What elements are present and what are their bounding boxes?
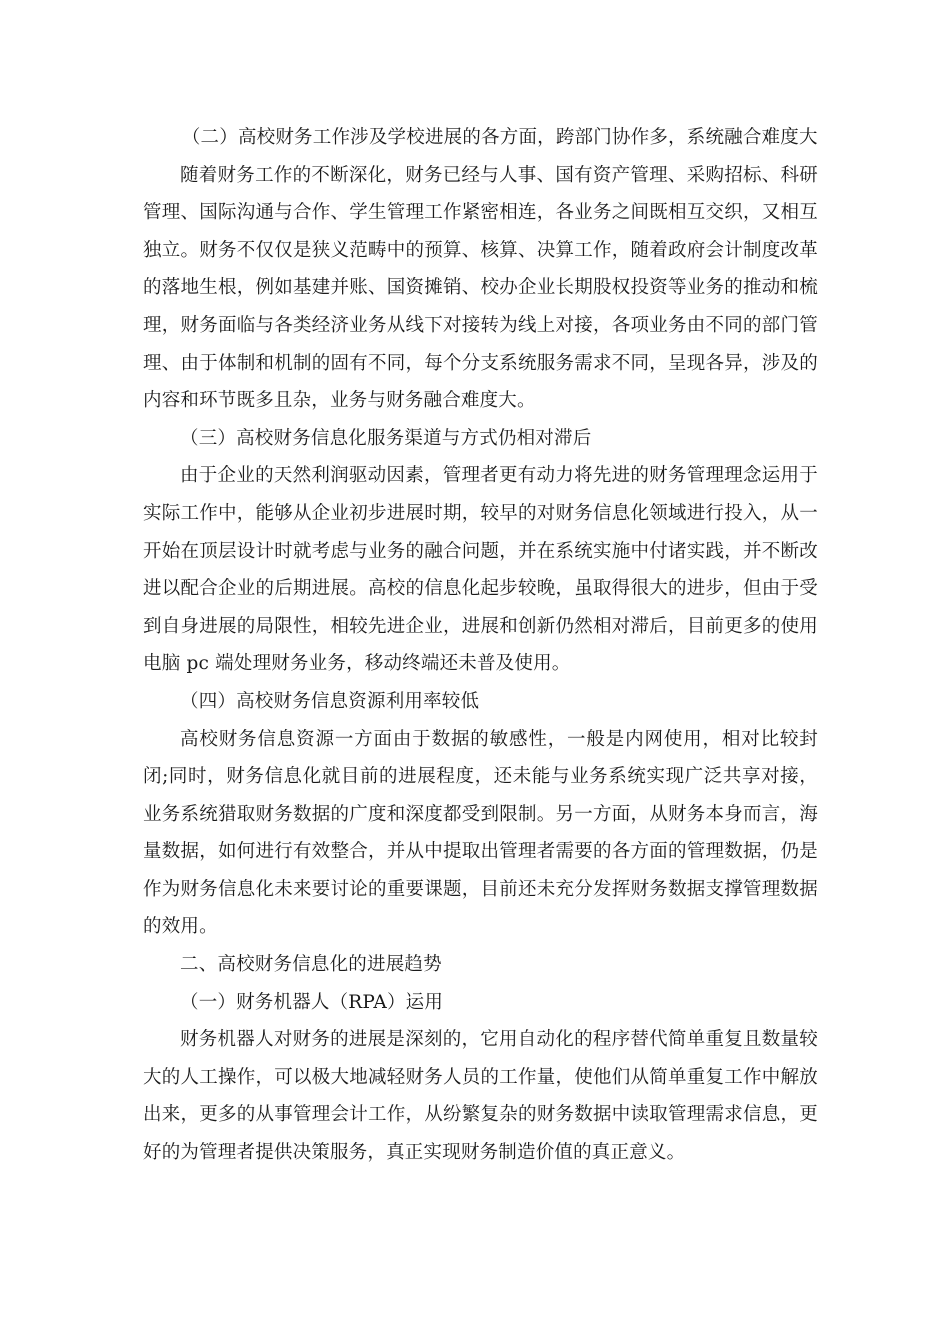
chapter-heading-2: 二、高校财务信息化的进展趋势: [180, 954, 442, 976]
section-heading-4: （四）高校财务信息资源利用率较低: [180, 690, 480, 712]
body-paragraph-3: 高校财务信息资源一方面由于数据的敏感性，一般是内网使用，相对比较封闭;同时，财务信息化就目前的进展程度，还未能与业务系统实现广泛共享对接，业务系统猎取财务数据的广度和深度都受到限制。另一方面，从财务本身而言，海量数据，如何进行有效整合，并从中提取出管理者需要的各方面的管理数据，仍是作为财务信息化未来要讨论的重要课题，目前还未充分发挥财务数据支撑管理数据的效用。: [143, 728, 818, 938]
body-paragraph-1: 随着财务工作的不断深化，财务已经与人事、国有资产管理、采购招标、科研管理、国际沟通与合作、学生管理工作紧密相连，各业务之间既相互交织，又相互独立。财务不仅仅是狭义范畴中的预算、核算、决算工作，随着政府会计制度改革的落地生根，例如基建并账、国资摊销、校办企业长期股权投资等业务的推动和梳理，财务面临与各类经济业务从线下对接转为线上对接，各项业务由不同的部门管理、由于体制和机制的固有不同，每个分支系统服务需求不同，呈现各异，涉及的内容和环节既多且杂，业务与财务融合难度大。: [143, 164, 818, 412]
body-paragraph-2: 由于企业的天然利润驱动因素，管理者更有动力将先进的财务管理理念运用于实际工作中，能够从企业初步进展时期，较早的对财务信息化领域进行投入，从一开始在顶层设计时就考虑与业务的融合问题，并在系统实施中付诸实践，并不断改进以配合企业的后期进展。高校的信息化起步较晚，虽取得很大的进步，但由于受到自身进展的局限性，相较先进企业，进展和创新仍然相对滞后，目前更多的使用电脑 pc 端处理财务业务，移动终端还未普及使用。: [143, 465, 818, 675]
section-heading-3: （三）高校财务信息化服务渠道与方式仍相对滞后: [180, 427, 592, 449]
section-heading-2: （二）高校财务工作涉及学校进展的各方面，跨部门协作多，系统融合难度大: [181, 127, 818, 148]
section-heading-rpa: （一）财务机器人（RPA）运用: [180, 991, 444, 1013]
body-paragraph-4: 财务机器人对财务的进展是深刻的，它用自动化的程序替代简单重复且数量较大的人工操作，可以极大地减轻财务人员的工作量，使他们从简单重复工作中解放出来，更多的从事管理会计工作，从纷繁复杂的财务数据中读取管理需求信息，更好的为管理者提供决策服务，真正实现财务制造价值的真正意义。: [143, 1029, 818, 1164]
document-page: [143, 119, 818, 1172]
